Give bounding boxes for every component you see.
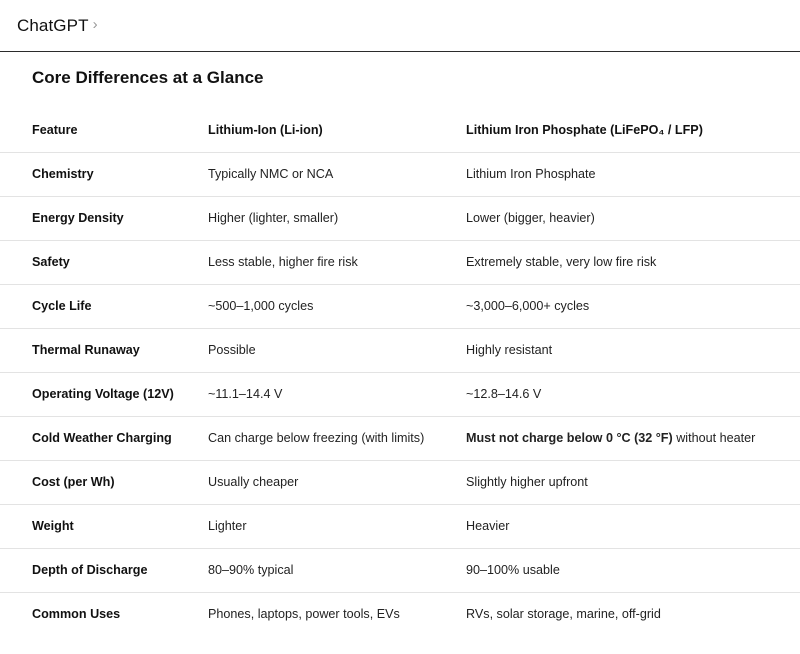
feature-cell: Common Uses	[32, 607, 121, 621]
liion-cell: ~500–1,000 cycles	[208, 299, 314, 313]
table-header-row	[0, 109, 800, 153]
feature-cell: Energy Density	[32, 211, 124, 225]
lfp-cell: ~3,000–6,000+ cycles	[466, 299, 590, 313]
feature-cell: Cold Weather Charging	[32, 431, 172, 445]
chevron-right-icon[interactable]: ›	[92, 16, 98, 33]
table-row	[0, 505, 800, 549]
liion-cell: Less stable, higher fire risk	[208, 255, 358, 269]
liion-cell: Can charge below freezing (with limits)	[208, 431, 425, 445]
lfp-cell-rest-text: without heater	[672, 431, 756, 445]
table-row	[0, 417, 800, 461]
lfp-cell: 90–100% usable	[466, 563, 560, 577]
liion-cell: ~11.1–14.4 V	[208, 387, 283, 401]
feature-cell: Chemistry	[32, 167, 94, 181]
liion-cell: 80–90% typical	[208, 563, 294, 577]
lfp-cell: Lithium Iron Phosphate	[466, 167, 596, 181]
feature-cell: Depth of Discharge	[32, 563, 148, 577]
app-title[interactable]: ChatGPT	[17, 15, 89, 35]
lfp-cell: Slightly higher upfront	[466, 475, 588, 489]
liion-cell: Typically NMC or NCA	[208, 167, 334, 181]
liion-cell: Lighter	[208, 519, 247, 533]
liion-cell: Phones, laptops, power tools, EVs	[208, 607, 400, 621]
section-heading: Core Differences at a Glance	[32, 68, 264, 87]
feature-cell: Thermal Runaway	[32, 343, 140, 357]
table-row	[0, 241, 800, 285]
table-row	[0, 373, 800, 417]
lfp-cell	[466, 417, 755, 460]
table-row	[0, 153, 800, 197]
lfp-cell: Lower (bigger, heavier)	[466, 211, 595, 225]
liion-cell: Higher (lighter, smaller)	[208, 211, 339, 225]
lfp-cell: Extremely stable, very low fire risk	[466, 255, 657, 269]
lfp-cell: RVs, solar storage, marine, off-grid	[466, 607, 661, 621]
column-header-feature: Feature	[32, 123, 78, 137]
column-header-liion: Lithium-Ion (Li-ion)	[208, 123, 323, 137]
feature-cell: Operating Voltage (12V)	[32, 387, 174, 401]
liion-cell: Possible	[208, 343, 256, 357]
feature-cell: Safety	[32, 255, 70, 269]
table-row	[0, 593, 800, 637]
top-bar	[0, 0, 800, 52]
lfp-cell: ~12.8–14.6 V	[466, 387, 542, 401]
table-row	[0, 285, 800, 329]
table-row	[0, 549, 800, 593]
table-row	[0, 329, 800, 373]
lfp-cell-bold-text: Must not charge below 0 °C (32 °F)	[466, 431, 673, 445]
table-row	[0, 461, 800, 505]
lfp-cell: Highly resistant	[466, 343, 553, 357]
feature-cell: Weight	[32, 519, 74, 533]
lfp-cell: Heavier	[466, 519, 510, 533]
feature-cell: Cycle Life	[32, 299, 92, 313]
comparison-table	[0, 109, 800, 637]
column-header-lfp: Lithium Iron Phosphate (LiFePO₄ / LFP)	[466, 123, 703, 137]
table-row	[0, 197, 800, 241]
feature-cell: Cost (per Wh)	[32, 475, 115, 489]
liion-cell: Usually cheaper	[208, 475, 299, 489]
